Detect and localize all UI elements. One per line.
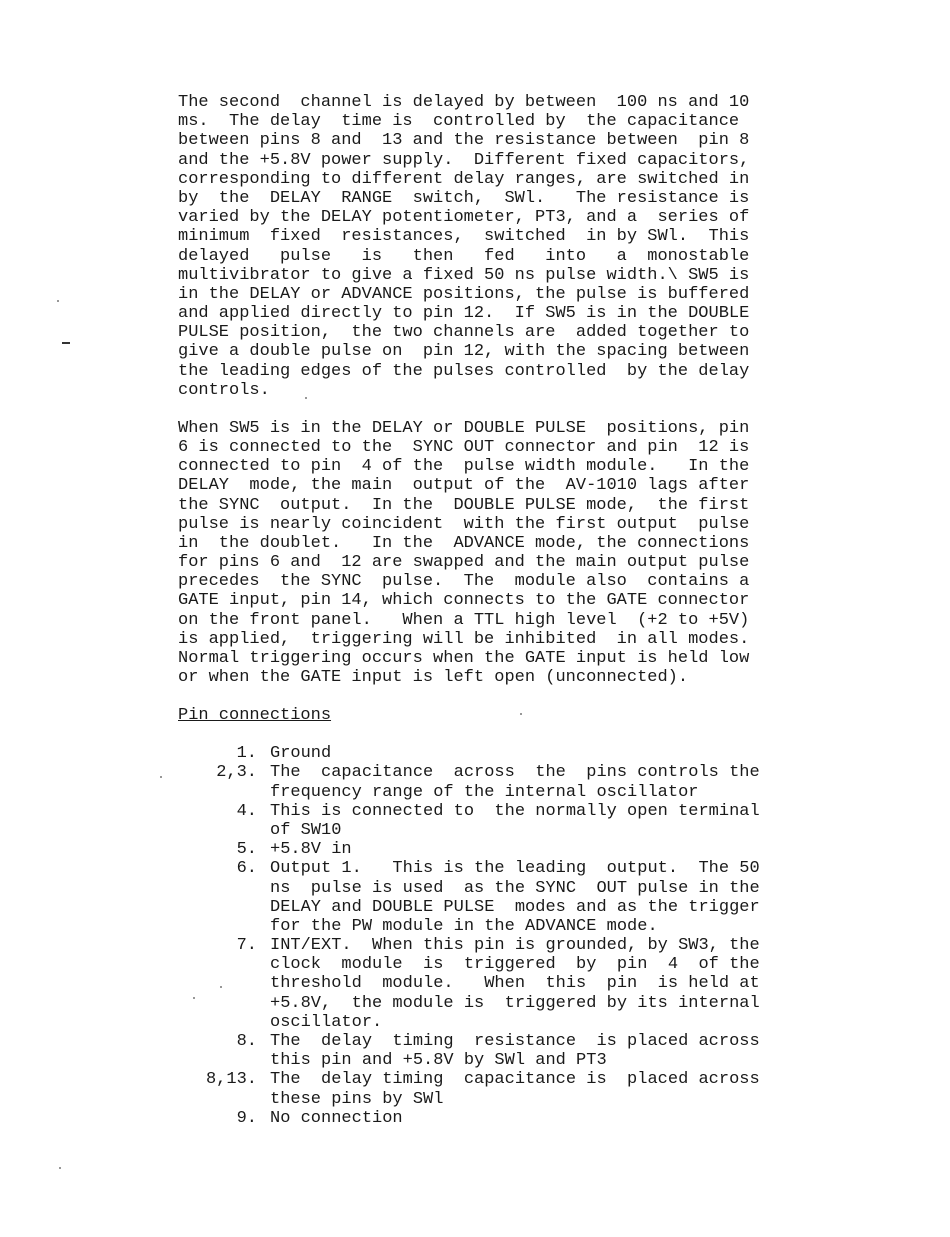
text-line: ms. The delay time is controlled by the capacitance xyxy=(178,112,740,132)
pin-list-item xyxy=(190,1070,823,1108)
text-line: INT/EXT. When this pin is grounded, by SW3, the xyxy=(270,936,760,956)
text-line: minimum fixed resistances, switched in by SWl. This xyxy=(178,227,750,247)
pin-description xyxy=(270,840,823,859)
text-line: Ground xyxy=(270,744,332,764)
text-line: on the front panel. When a TTL high level (+2 to +5V) xyxy=(178,610,750,630)
pin-number: 8. xyxy=(236,1032,257,1052)
text-line: in the DELAY or ADVANCE positions, the pulse is buffered xyxy=(178,284,750,304)
pin-number: 9. xyxy=(236,1108,257,1128)
pin-number: 7. xyxy=(236,936,257,956)
pin-number: 2,3. xyxy=(216,763,257,783)
document-page xyxy=(178,93,823,1128)
text-line: GATE input, pin 14, which connects to the GATE connector xyxy=(178,591,750,611)
pin-list-item xyxy=(190,840,823,859)
text-line: and applied directly to pin 12. If SW5 is in the DOUBLE xyxy=(178,304,750,324)
scan-speck xyxy=(59,1167,61,1169)
pin-connections-heading: Pin connections xyxy=(178,706,332,726)
text-line: of SW10 xyxy=(270,820,342,840)
text-line: +5.8V, the module is triggered by its internal xyxy=(270,993,760,1013)
text-line: corresponding to different delay ranges, are switched in xyxy=(178,169,750,189)
text-line: for the PW module in the ADVANCE mode. xyxy=(270,916,658,936)
pin-description xyxy=(270,1109,823,1128)
pin-list-item xyxy=(190,1109,823,1128)
pin-description xyxy=(270,744,823,763)
scan-speck xyxy=(57,300,59,302)
pin-list-item xyxy=(190,744,823,763)
text-line: multivibrator to give a fixed 50 ns pulse width.\ SW5 is xyxy=(178,265,750,285)
text-line: frequency range of the internal oscillator xyxy=(270,782,699,802)
text-line: The capacitance across the pins controls the xyxy=(270,763,760,783)
text-line: clock module is triggered by pin 4 of the xyxy=(270,955,760,975)
paragraph-second-channel xyxy=(178,93,823,400)
text-line: between pins 8 and 13 and the resistance between pin 8 xyxy=(178,131,750,151)
text-line: DELAY and DOUBLE PULSE modes and as the trigger xyxy=(270,897,760,917)
pin-description xyxy=(270,1070,823,1108)
pin-connections-list xyxy=(190,744,823,1128)
text-line: The second channel is delayed by between 100 ns and 10 xyxy=(178,93,750,112)
scan-speck xyxy=(160,776,162,778)
text-line: the SYNC output. In the DOUBLE PULSE mode, the first xyxy=(178,495,750,515)
text-line: PULSE position, the two channels are added together to xyxy=(178,323,750,343)
text-line: connected to pin 4 of the pulse width module. In the xyxy=(178,457,750,477)
pin-number: 1. xyxy=(236,744,257,764)
text-line: pulse is nearly coincident with the first output pulse xyxy=(178,514,750,534)
pin-description xyxy=(270,859,823,936)
pin-list-item xyxy=(190,859,823,936)
pin-description xyxy=(270,763,823,801)
text-line: delayed pulse is then fed into a monostable xyxy=(178,246,750,266)
text-line: for pins 6 and 12 are swapped and the main output pulse xyxy=(178,553,750,573)
text-line: oscillator. xyxy=(270,1012,383,1032)
text-line: The delay timing capacitance is placed across xyxy=(270,1070,760,1090)
paragraph-sw5-modes xyxy=(178,419,823,688)
text-line: this pin and +5.8V by SWl and PT3 xyxy=(270,1051,607,1071)
text-line: these pins by SWl xyxy=(270,1089,444,1109)
text-line: This is connected to the normally open terminal xyxy=(270,801,760,821)
pin-number: 5. xyxy=(236,840,257,860)
pin-description xyxy=(270,802,823,840)
text-line: is applied, triggering will be inhibited in all modes. xyxy=(178,629,750,649)
pin-list-item xyxy=(190,802,823,840)
text-line: by the DELAY RANGE switch, SWl. The resistance is xyxy=(178,188,750,208)
text-line: ns pulse is used as the SYNC OUT pulse in the xyxy=(270,878,760,898)
text-line: controls. xyxy=(178,380,270,400)
pin-number: 4. xyxy=(236,801,257,821)
text-line: or when the GATE input is left open (unconnected). xyxy=(178,668,689,688)
text-line: in the doublet. In the ADVANCE mode, the connections xyxy=(178,533,750,553)
text-line: DELAY mode, the main output of the AV-1010 lags after xyxy=(178,476,750,496)
text-line: When SW5 is in the DELAY or DOUBLE PULSE positions, pin xyxy=(178,418,750,438)
text-line: threshold module. When this pin is held at xyxy=(270,974,760,994)
pin-list-item xyxy=(190,1032,823,1070)
pin-list-item xyxy=(190,936,823,1032)
pin-description xyxy=(270,936,823,1032)
text-line: the leading edges of the pulses controlled by the delay xyxy=(178,361,750,381)
pin-number: 6. xyxy=(236,859,257,879)
text-line: No connection xyxy=(270,1108,403,1128)
text-line: The delay timing resistance is placed across xyxy=(270,1032,760,1052)
pin-description xyxy=(270,1032,823,1070)
margin-mark xyxy=(62,342,70,344)
text-line: Output 1. This is the leading output. The 50 xyxy=(270,859,760,879)
text-line: and the +5.8V power supply. Different fixed capacitors, xyxy=(178,150,750,170)
pin-list-item xyxy=(190,763,823,801)
text-line: +5.8V in xyxy=(270,840,352,860)
pin-number: 8,13. xyxy=(205,1070,257,1090)
text-line: Normal triggering occurs when the GATE input is held low xyxy=(178,649,750,669)
text-line: give a double pulse on pin 12, with the spacing between xyxy=(178,342,750,362)
text-line: precedes the SYNC pulse. The module also contains a xyxy=(178,572,750,592)
text-line: varied by the DELAY potentiometer, PT3, and a series of xyxy=(178,208,750,228)
text-line: 6 is connected to the SYNC OUT connector and pin 12 is xyxy=(178,437,750,457)
